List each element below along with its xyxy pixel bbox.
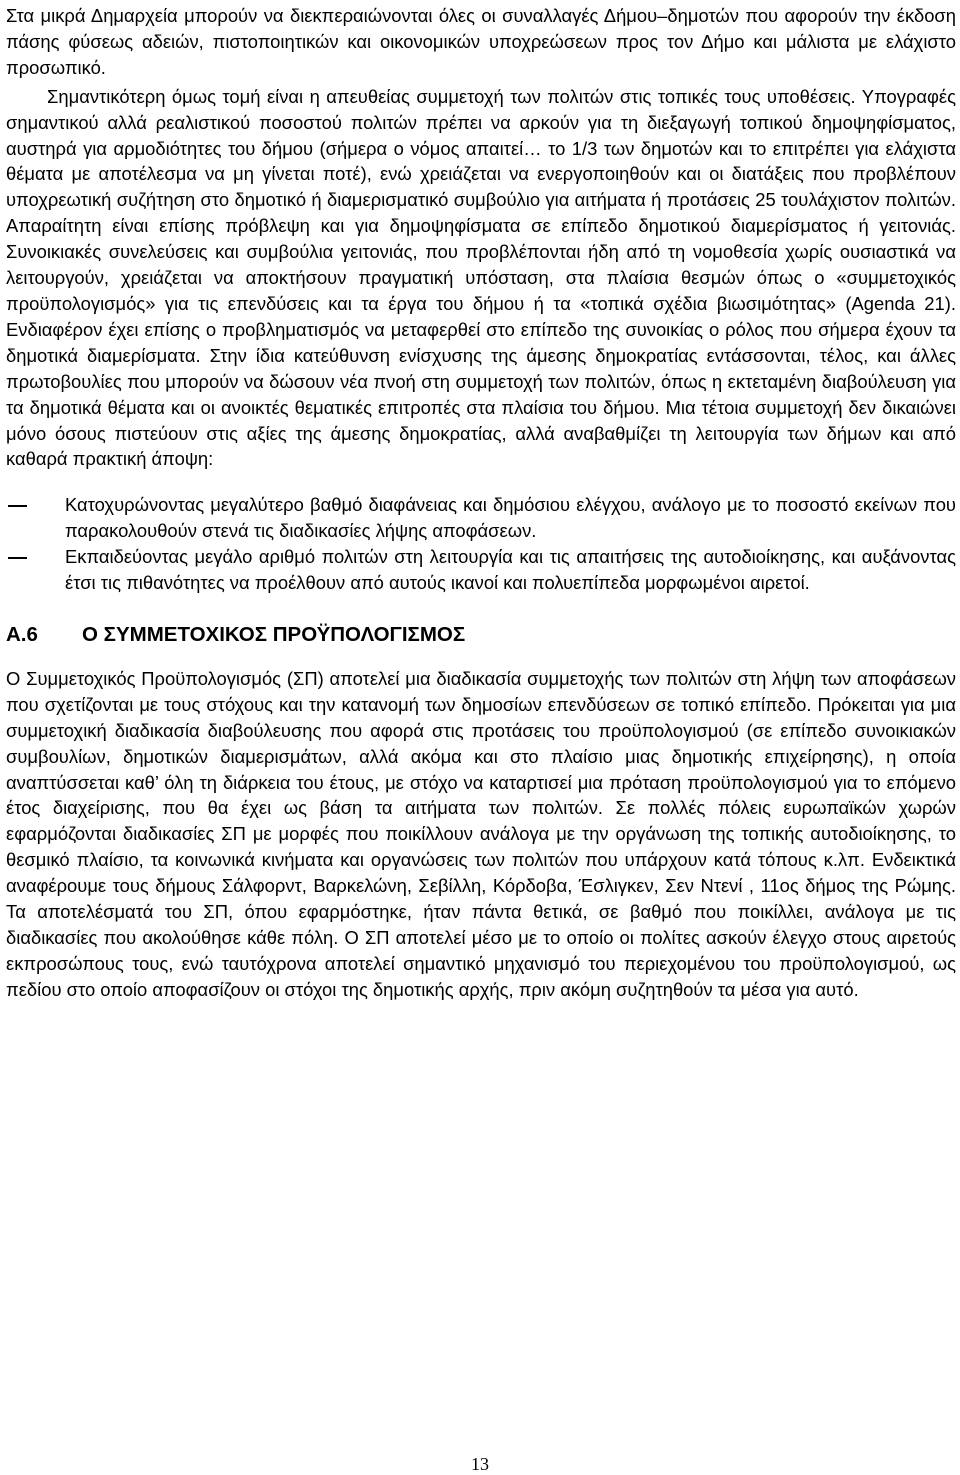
section-title: Ο ΣΥΜΜΕΤΟΧΙΚΟΣ ΠΡΟΫΠΟΛΟΓΙΣΜΟΣ — [82, 622, 466, 646]
page-number: 13 — [471, 1454, 489, 1474]
bullet-text: Εκπαιδεύοντας μεγάλο αριθμό πολιτών στη λειτουργία και τις απαιτήσεις της αυτοδιοίκησης, και αυξάνοντας έτσι τις πιθανότητες να προέλθουν από αυτούς ικανοί και πολυεπίπεδα μορφωμένοι αιρετοί. — [65, 546, 956, 594]
bullet-list — [6, 492, 956, 596]
section-body: Ο Συμμετοχικός Προϋπολογισμός (ΣΠ) αποτελεί μια διαδικασία συμμετοχής των πολιτών στη λήψη των αποφάσεων που σχετίζονται με τους στόχους και την κατανομή των δημοσίων επενδύσεων σε τοπικό επίπεδο. Πρόκειται για μια συμμετοχική διαδικασία διαβούλευσης που αφορά στις προτάσεις του προϋπολογισμού (σε επίπεδο συνοικιακών συμβουλίων, δημοτικών διαμερισμάτων, αλλά ακόμα και στο πλαίσιο μιας δημοτικής επιχείρησης), η οποία αναπτύσσεται καθ’ όλη τη διάρκεια του έτους, με στόχο να καταρτισεί μια πρόταση προϋπολογισμού για το επόμενο έτος διαχείρισης, που θα έχει ως βάση τα αιτήματα των πολιτών. Σε πολλές πόλεις ευρωπαϊκών χωρών εφαρμόζονται διαδικασίες ΣΠ με μορφές που ποικίλλουν ανάλογα με την οργάνωση της τοπικής αυτοδιοίκησης, το θεσμικό πλαίσιο, τα κοινωνικά κινήματα και οργανώσεις των πολιτών που υπάρχουν κατά τόπους κ.λπ. Ενδεικτικά αναφέρουμε τους δήμους Σάλφορντ, Βαρκελώνη, Σεβίλλη, Κόρδοβα, Έσλιγκεν, Σεν Ντενί , 11ος δήμος της Ρώμης. Τα αποτελέσματά του ΣΠ, όπου εφαρμόστηκε, ήταν πάντα θετικά, σε βαθμό που ποικίλλει, ανάλογα με τις διαδικασίες που ακολούθησε κάθε πόλη. Ο ΣΠ αποτελεί μέσο με το οποίο οι πολίτες ασκούν έλεγχο στους αιρετούς εκπροσώπους τους, ενώ ταυτόχρονα αποτελεί σημαντικό μηχανισμό του περιεχομένου του προϋπολογισμού, ως πεδίου στο οποίο αποφασίζουν οι στόχοι της δημοτικής αρχής, πριν ακόμη συζητηθούν τα μέσα για αυτό. — [6, 667, 956, 1000]
list-item — [6, 492, 956, 544]
list-item — [6, 544, 956, 596]
section-number: A.6 — [6, 622, 38, 646]
document-page — [6, 0, 956, 1003]
bullet-text: Κατοχυρώνοντας μεγαλύτερο βαθμό διαφάνειας και δημόσιου ελέγχου, ανάλογο με το ποσοστό εκείνων που παρακολουθούν στενά τις διαδικασίες λήψης αποφάσεων. — [65, 494, 956, 542]
paragraph-intro: Στα μικρά Δημαρχεία μπορούν να διεκπεραιώνονται όλες οι συναλλαγές Δήμου–δημοτών που αφορούν την έκδοση πάσης φύσεως αδειών, πιστοποιητικών και οικονομικών υποχρεώσεων προς τον Δήμο και μάλιστα με ελάχιστο προσωπικό. — [6, 5, 956, 78]
paragraph-participation: Σημαντικότερη όμως τομή είναι η απευθείας συμμετοχή των πολιτών στις τοπικές τους υποθέσεις. Υπογραφές σημαντικού αλλά ρεαλιστικού ποσοστού πολιτών πρέπει να αρκούν για τη διεξαγωγή τοπικού δημοψηφίσματος, αυστηρά για αρμοδιότητες του δήμου (σήμερα ο νόμος απαιτεί… το 1/3 των δημοτών και το επιτρέπει για ελάχιστα θέματα με αποτέλεσμα να μη γίνεται ποτέ), ενώ χρειάζεται να ενεργοποιηθούν και οι διατάξεις που προβλέπουν υποχρεωτική συζήτηση στο δημοτικό ή διαμερισματικό συμβούλιο για αιτήματα ή προτάσεις 25 τουλάχιστον πολιτών. Απαραίτητη είναι επίσης πρόβλεψη και για δημοψηφίσματα σε επίπεδο δημοτικού διαμερίσματος ή γειτονιάς. Συνοικιακές συνελεύσεις και συμβούλια γειτονιάς, που προβλέπονται ήδη από τη νομοθεσία χωρίς ουσιαστικά να λειτουργούν, χρειάζεται να αποκτήσουν πραγματική υπόσταση, στα πλαίσια θεσμών όπως ο «συμμετοχικός προϋπολογισμός» για τις επενδύσεις και τα έργα του δήμου ή τα «τοπικά σχέδια βιωσιμότητας» (Agenda 21). Ενδιαφέρον έχει επίσης ο προβληματισμός να μεταφερθεί στο επίπεδο της συνοικίας ο ρόλος που σήμερα έχουν τα δημοτικά διαμερίσματα. Στην ίδια κατεύθυνση ενίσχυσης της άμεσης δημοκρατίας εντάσσονται, τέλος, και άλλες πρωτοβουλίες που μπορούν να δώσουν νέα πνοή στη συμμετοχή των πολιτών, όπως η εκτεταμένη διαβούλευση για τα δημοτικά θέματα και οι ανοικτές θεματικές επιτροπές στα πλαίσια του δήμου. Μια τέτοια συμμετοχή δεν δικαιώνει μόνο όσους πιστεύουν στις αξίες της άμεσης δημοκρατίας, αλλά αναβαθμίζει τη λειτουργία των δήμων και από καθαρά πρακτική άποψη: — [6, 85, 956, 470]
section-heading — [6, 621, 956, 649]
